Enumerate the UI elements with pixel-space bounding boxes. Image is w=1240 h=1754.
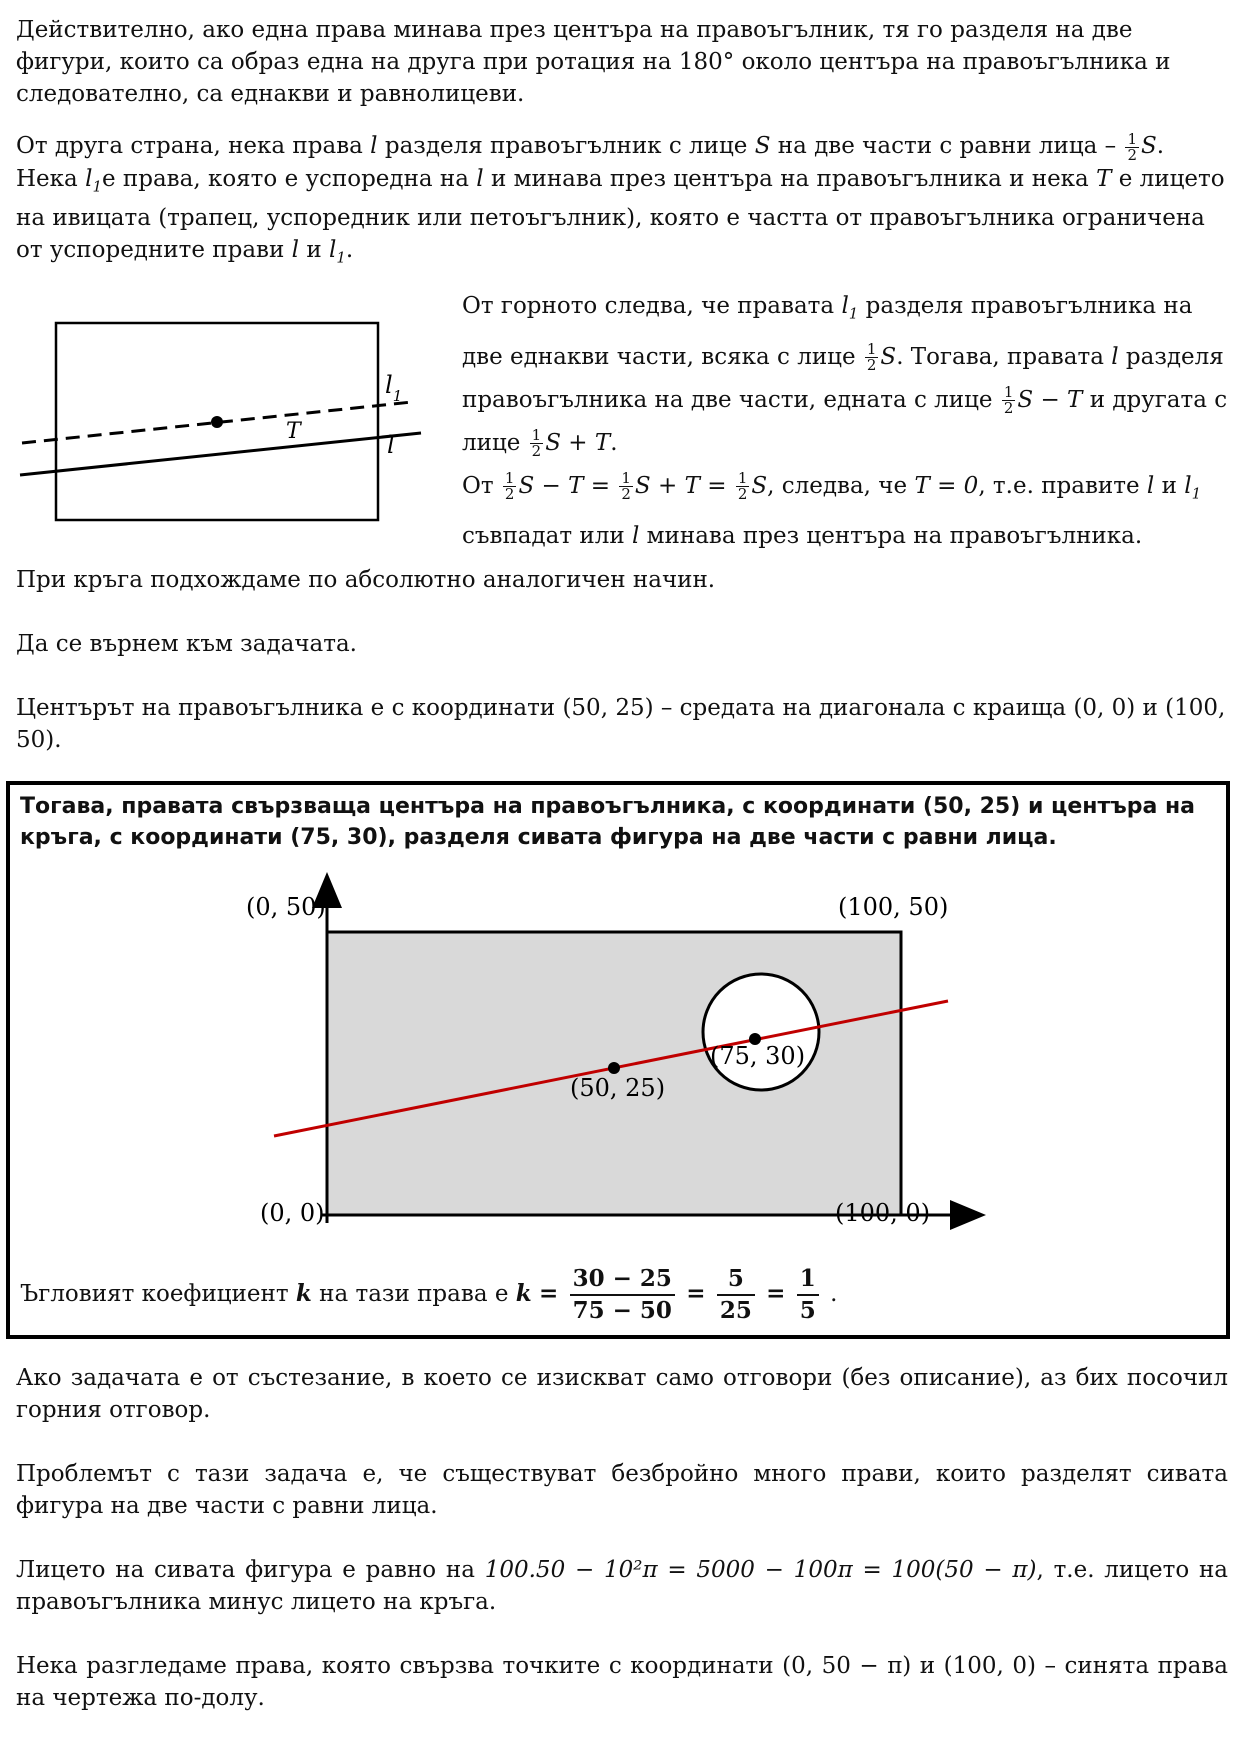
p9-text-b: , т.е. лицето на правоъгълника минус лицето на кръга. (16, 1557, 1228, 1615)
expr-eq-2: S + T = (634, 472, 727, 499)
var-k: k (515, 1280, 532, 1307)
rect-center-point (608, 1062, 620, 1074)
p3-text-h: , т.е. правите (978, 472, 1140, 499)
label-l1: $l_1$ (385, 371, 403, 405)
label-top-left: (0, 50) (246, 893, 326, 921)
figure-rectangle-lines (0, 290, 440, 530)
var-S: S (1141, 133, 1157, 159)
fraction-half: $\frac{1}{2}$ (504, 469, 515, 504)
var-l: l (291, 237, 299, 264)
expr-half-S-plus-T: S + T (545, 429, 611, 456)
p2-text-h: и (306, 237, 322, 264)
paragraph-9 (16, 1554, 1228, 1618)
p2-text-g: е лицето на ивицата (трапец, успоредник или петоъгълник), която е частта от правоъгълника ограничена от успоредните прави (16, 165, 1225, 264)
expr-half-S-minus-T: S − T (1017, 386, 1083, 413)
p3-text-e: и другата с лице (462, 386, 1228, 456)
p3-text-k: минава през центъра на правоъгълника. (646, 523, 1143, 550)
label-bottom-right: (100, 0) (835, 1199, 931, 1227)
formula-mid: на тази права е (319, 1281, 509, 1307)
p3-text-b: разделя правоъгълника на две еднакви части, всяка с лице (462, 293, 1193, 370)
center-point (211, 416, 223, 428)
expr-T-zero: T = 0 (914, 472, 979, 499)
paragraph-6: Центърът на правоъгълника е с координати (50, 25) – средата на диагонала с краища (0, 0) и (100, 50). (16, 695, 1226, 753)
paragraph-2 (16, 130, 1228, 274)
p9-text-a: Лицето на сивата фигура е равно на (16, 1557, 475, 1583)
slope-formula (20, 1264, 837, 1326)
equals-sign: = (686, 1280, 706, 1307)
p2-text-i: . (345, 237, 354, 264)
label-top-right: (100, 50) (838, 893, 949, 921)
var-l: l (1111, 343, 1119, 370)
var-k: k (295, 1280, 312, 1307)
paragraph-4: При кръга подхождаме по абсолютно аналогичен начин. (16, 567, 716, 593)
paragraph-5: Да се върнем към задачата. (16, 631, 357, 657)
var-l1: $l_1$ (1184, 472, 1202, 503)
formula-lead: Ъгловият коефициент (20, 1281, 289, 1307)
fraction-half: $\frac{1}{2}$ (866, 340, 877, 375)
white-circle (703, 974, 819, 1090)
label-rect-center: (50, 25) (570, 1074, 666, 1102)
paragraph-3: От горното следва, че правата $l_1$ разделя правоъгълника на две еднакви части, всяка с лице $\frac{1}{2}$ S. Тогава, правата l разделя правоъгълника на две части, едната с лице $\frac{1}{2}$ S − T и другата с лице $\frac{1}{2}$ S + T. От $\frac{1}{2}$ S − T = $\frac{1}{2}$ S + T = $\frac{1}{2}$ S, следва, че T = 0, т.е. правите l и $l_1$ съвпадат или l минава през центъра на правоъгълника. (462, 293, 1228, 550)
var-l: l (370, 133, 378, 159)
paragraph-7: Ако задачата е от състезание, в което се изискват само отговори (без описание), аз бих посочил горния отговор. (16, 1365, 1228, 1423)
fraction-half: $\frac{1}{2}$ (531, 426, 542, 461)
var-S: S (751, 472, 768, 499)
var-S: S (880, 343, 897, 370)
fraction-1-over-5: $\frac{1}{5}$ (797, 1264, 819, 1326)
var-l: l (632, 523, 640, 550)
expr-eq-1: S − T = (518, 472, 611, 499)
box-title: Тогава, правата свързваща центъра на правоъгълника, с координати (50, 25) и центъра на кръга, с координати (75, 30), разделя сивата фигура на две части с равни лица. (20, 794, 1196, 850)
paragraph-8: Проблемът с тази задача е, че съществуват безбройно много прави, които разделят сивата фигура на две части с равни лица. (16, 1461, 1228, 1519)
var-l1: $l_1$ (328, 237, 346, 267)
var-l1: $l_1$ (85, 165, 102, 196)
p2-text-d: . Нека (16, 133, 1165, 192)
fraction-30-25-over-75-50: $\frac{30 - 25}{75 - 50}$ (570, 1264, 675, 1326)
fraction-half: $\frac{1}{2}$ (621, 469, 631, 504)
p2-text-e: е права, която е успоредна на (101, 165, 469, 192)
var-l: l (476, 165, 484, 192)
p3-text-a: От горното следва, че правата (462, 293, 835, 319)
label-bottom-left: (0, 0) (260, 1199, 325, 1227)
p3-text-d: разделя правоъгълника на две части, едната с лице (462, 343, 1224, 413)
fraction-5-over-25: $\frac{5}{25}$ (717, 1264, 755, 1326)
p2-text-a: От друга страна, нека права (16, 133, 363, 159)
p3-text-i: и (1161, 472, 1177, 499)
var-S: S (754, 133, 771, 159)
equals-sign: = (539, 1280, 559, 1307)
fraction-half: $\frac{1}{2}$ (1127, 129, 1138, 164)
p2-text-f: и минава през центъра на правоъгълника и нека (490, 165, 1089, 192)
equals-sign: = (766, 1280, 786, 1307)
var-l: l (1146, 472, 1155, 499)
highlight-box (6, 781, 1230, 1339)
figure-coordinate-diagram (10, 785, 1226, 1335)
p3-text-c: . Тогава, правата (896, 343, 1104, 370)
label-T: T (286, 419, 301, 444)
p3-text-g: , следва, че (767, 472, 908, 499)
area-formula: 100.50 − 10²π = 5000 − 100π = 100(50 − π) (484, 1557, 1037, 1583)
var-T: T (1096, 165, 1112, 192)
p2-text-b: разделя правоъгълник с лице (384, 133, 748, 159)
fraction-half: $\frac{1}{2}$ (1003, 383, 1014, 418)
p3-text-j: съвпадат или (462, 523, 625, 550)
paragraph-1: Действително, ако една права минава през центъра на правоъгълник, тя го разделя на две фигури, които са образ една на друга при ротация на 180° около центъра на правоъгълника и следователно, са еднакви и равнолицеви. (16, 17, 1171, 107)
fraction-half: $\frac{1}{2}$ (737, 469, 748, 504)
line-l (20, 433, 421, 475)
label-circle-center: (75, 30) (710, 1042, 806, 1070)
paragraph-10: Нека разгледаме права, която свързва точките с координати (0, 50 − π) и (100, 0) – синята права на чертежа по-долу. (16, 1653, 1228, 1711)
label-l: l (387, 431, 395, 459)
formula-end: . (830, 1281, 838, 1307)
p3-text-f: От (462, 472, 494, 499)
var-l1: $l_1$ (841, 293, 859, 323)
p2-text-c: на две части с равни лица – (777, 133, 1117, 159)
